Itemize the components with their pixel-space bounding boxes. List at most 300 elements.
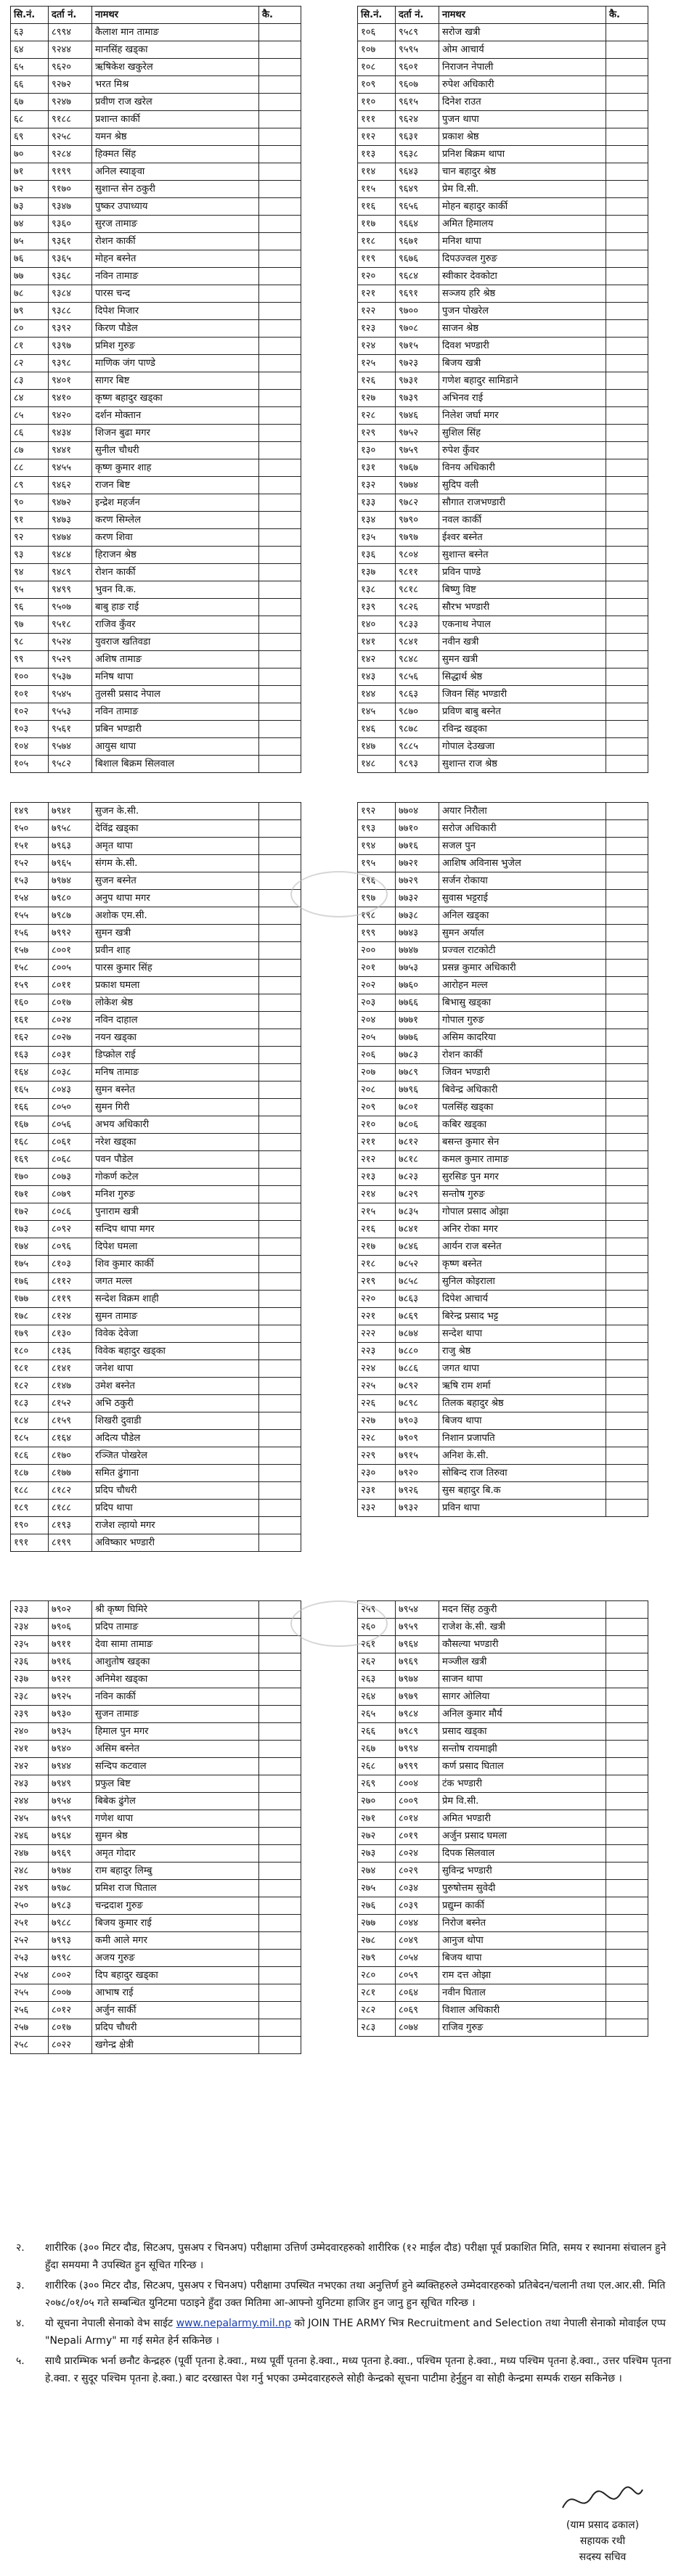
name-cell: सन्तोष गुरुङ xyxy=(439,1186,606,1203)
serial-cell: ११५ xyxy=(358,181,396,198)
roll-cell: ८०२२ xyxy=(49,2037,92,2054)
header-roll: दर्ता नं. xyxy=(49,7,92,24)
roll-cell: ७९६९ xyxy=(49,1845,92,1863)
name-cell: प्रफुल बिष्ट xyxy=(92,1775,259,1793)
roll-cell: ९३४७ xyxy=(49,198,92,216)
remarks-cell xyxy=(259,512,301,529)
serial-cell: ९४ xyxy=(11,564,49,581)
remarks-cell xyxy=(606,1688,648,1706)
table-row xyxy=(358,407,648,425)
remarks-cell xyxy=(259,2019,301,2037)
remarks-cell xyxy=(606,616,648,634)
serial-cell: ९३ xyxy=(11,547,49,564)
serial-cell: ८३ xyxy=(11,372,49,390)
serial-cell: १२१ xyxy=(358,285,396,303)
name-cell: निशान प्रजापति xyxy=(439,1430,606,1447)
roll-cell: ७७२९ xyxy=(396,872,439,890)
roll-cell: ७९८३ xyxy=(49,1897,92,1915)
remarks-cell xyxy=(259,564,301,581)
roll-cell: ९६१५ xyxy=(396,94,439,111)
serial-cell: २७९ xyxy=(358,1950,396,1967)
table-row xyxy=(358,1915,648,1932)
serial-cell: १९२ xyxy=(358,803,396,820)
table-row xyxy=(11,942,301,960)
name-cell: विवेक बहादुर खड्का xyxy=(92,1343,259,1360)
remarks-cell xyxy=(259,268,301,285)
name-cell: निलेश जर्घा मगर xyxy=(439,407,606,425)
remarks-cell xyxy=(259,1360,301,1378)
remarks-cell xyxy=(259,1706,301,1723)
name-cell: किरण पौडेल xyxy=(92,320,259,338)
table-row xyxy=(11,1029,301,1047)
name-cell: शिखरी दुवाडी xyxy=(92,1412,259,1430)
table-row xyxy=(11,686,301,703)
table-row xyxy=(358,651,648,668)
roll-cell: ८१३० xyxy=(49,1325,92,1343)
name-cell: अजय गुरुङ xyxy=(92,1950,259,1967)
table-row xyxy=(11,1845,301,1863)
remarks-cell xyxy=(259,1950,301,1967)
serial-cell: १४६ xyxy=(358,721,396,738)
note-4 xyxy=(16,2315,681,2350)
table-row xyxy=(358,1967,648,1984)
name-cell: सोबिन्द राज तिरुवा xyxy=(439,1465,606,1482)
serial-cell: २६८ xyxy=(358,1758,396,1775)
signatory-name: (याम प्रसाद ढकाल) xyxy=(566,2519,640,2531)
name-cell: सुमन खत्री xyxy=(92,925,259,942)
roll-cell: ९१८८ xyxy=(49,111,92,128)
name-cell: मनिश गुरुङ xyxy=(92,1186,259,1203)
roll-cell: ९७४६ xyxy=(396,407,439,425)
name-cell: सरोज अधिकारी xyxy=(439,820,606,838)
table-row xyxy=(11,268,301,285)
roll-cell: ७८१२ xyxy=(396,1134,439,1151)
serial-cell: ११९ xyxy=(358,250,396,268)
serial-cell: १७७ xyxy=(11,1291,49,1308)
serial-cell: २७५ xyxy=(358,1880,396,1897)
roll-cell: ७९५४ xyxy=(49,1793,92,1810)
remarks-cell xyxy=(259,1238,301,1256)
name-cell: ईश्वर बस्नेत xyxy=(439,529,606,547)
remarks-cell xyxy=(606,1775,648,1793)
remarks-cell xyxy=(259,2002,301,2019)
name-cell: डिप्क्रोल राई xyxy=(92,1047,259,1064)
table-row xyxy=(358,128,648,146)
serial-cell: २५४ xyxy=(11,1967,49,1984)
serial-cell: २१३ xyxy=(358,1169,396,1186)
name-cell: नवीन खत्री xyxy=(439,634,606,651)
roll-cell: ८१५९ xyxy=(49,1412,92,1430)
name-cell: मञ्जील खत्री xyxy=(439,1653,606,1671)
roll-cell: ९५५३ xyxy=(49,703,92,721)
table-row xyxy=(358,372,648,390)
name-cell: बिजय थापा xyxy=(439,1412,606,1430)
remarks-cell xyxy=(606,94,648,111)
table-row xyxy=(11,59,301,76)
remarks-cell xyxy=(259,686,301,703)
roll-cell: ९८०४ xyxy=(396,547,439,564)
roll-cell: ८१९९ xyxy=(49,1534,92,1552)
serial-cell: २६० xyxy=(358,1619,396,1636)
remarks-cell xyxy=(606,1845,648,1863)
serial-cell: १५३ xyxy=(11,872,49,890)
serial-cell: १२० xyxy=(358,268,396,285)
table-row xyxy=(358,1500,648,1517)
table-row xyxy=(11,338,301,355)
roll-cell: ९७२३ xyxy=(396,355,439,372)
table-row xyxy=(11,285,301,303)
serial-cell: २१९ xyxy=(358,1273,396,1291)
remarks-cell xyxy=(259,599,301,616)
name-cell: अमित भण्डारी xyxy=(439,1810,606,1828)
serial-cell: ७४ xyxy=(11,216,49,233)
name-cell: पुष्कर उपाध्याय xyxy=(92,198,259,216)
name-cell: राजु श्रेष्ठ xyxy=(439,1343,606,1360)
remarks-cell xyxy=(606,960,648,977)
serial-cell: ६७ xyxy=(11,94,49,111)
table-row xyxy=(11,198,301,216)
remarks-cell xyxy=(606,1099,648,1116)
serial-cell: २४० xyxy=(11,1723,49,1741)
name-cell: पुजन थापा xyxy=(439,111,606,128)
name-cell: अभि ठकुरी xyxy=(92,1395,259,1412)
table-row xyxy=(358,686,648,703)
roll-cell: ९८७० xyxy=(396,703,439,721)
serial-cell: १८५ xyxy=(11,1430,49,1447)
remarks-cell xyxy=(606,1203,648,1221)
table-row xyxy=(358,338,648,355)
serial-cell: १५७ xyxy=(11,942,49,960)
table-row xyxy=(358,285,648,303)
serial-cell: १९० xyxy=(11,1517,49,1534)
remarks-cell xyxy=(259,977,301,994)
name-cell: तिलक बहादुर श्रेष्ठ xyxy=(439,1395,606,1412)
header-roll: दर्ता नं. xyxy=(396,7,439,24)
roll-cell: ९७५९ xyxy=(396,442,439,459)
roll-cell: ७७८९ xyxy=(396,1064,439,1081)
roll-cell: ८१४१ xyxy=(49,1360,92,1378)
name-cell: ओम आचार्य xyxy=(439,41,606,59)
serial-cell: १८९ xyxy=(11,1500,49,1517)
roll-cell: ७९६४ xyxy=(396,1636,439,1653)
serial-cell: १७८ xyxy=(11,1308,49,1325)
name-cell: मनिष थापा xyxy=(92,668,259,686)
remarks-cell xyxy=(606,838,648,855)
table-row xyxy=(11,1186,301,1203)
name-cell: कृष्ण कुमार शाह xyxy=(92,459,259,477)
name-cell: बसन्त कुमार सेन xyxy=(439,1134,606,1151)
name-cell: दिपक सिलवाल xyxy=(439,1845,606,1863)
table-row xyxy=(358,1863,648,1880)
name-cell: पलसिंह खड्का xyxy=(439,1099,606,1116)
roll-cell: ७८६९ xyxy=(396,1308,439,1325)
roll-cell: ८१४७ xyxy=(49,1378,92,1395)
roll-cell: ७७८३ xyxy=(396,1047,439,1064)
serial-cell: १०७ xyxy=(358,41,396,59)
serial-cell: २६६ xyxy=(358,1723,396,1741)
remarks-cell xyxy=(606,803,648,820)
roll-cell: ७७४७ xyxy=(396,942,439,960)
serial-cell: २४२ xyxy=(11,1758,49,1775)
name-cell: माणिक जंग पाण्डे xyxy=(92,355,259,372)
remarks-cell xyxy=(606,459,648,477)
website-link[interactable]: www.nepalarmy.mil.np xyxy=(176,2318,292,2329)
roll-cell: ९७६७ xyxy=(396,459,439,477)
remarks-cell xyxy=(606,477,648,494)
serial-cell: १८३ xyxy=(11,1395,49,1412)
name-cell: जगत मल्ल xyxy=(92,1273,259,1291)
name-cell: रुपेश कुँवर xyxy=(439,442,606,459)
roll-cell: ७९०६ xyxy=(49,1619,92,1636)
roll-cell: ७९३२ xyxy=(396,1500,439,1517)
serial-cell: ११८ xyxy=(358,233,396,250)
remarks-cell xyxy=(259,960,301,977)
table-row xyxy=(11,1810,301,1828)
table-row xyxy=(11,1915,301,1932)
serial-cell: १४३ xyxy=(358,668,396,686)
table-row xyxy=(11,977,301,994)
serial-cell: ७३ xyxy=(11,198,49,216)
serial-cell: २७४ xyxy=(358,1863,396,1880)
roll-cell: ८१६४ xyxy=(49,1430,92,1447)
remarks-cell xyxy=(606,425,648,442)
table-row xyxy=(11,1932,301,1950)
roll-cell: ७९०३ xyxy=(396,1412,439,1430)
name-cell: अभय अधिकारी xyxy=(92,1116,259,1134)
remarks-cell xyxy=(606,1430,648,1447)
serial-cell: २११ xyxy=(358,1134,396,1151)
remarks-cell xyxy=(259,1395,301,1412)
table-row xyxy=(11,1775,301,1793)
roll-cell: ९७७४ xyxy=(396,477,439,494)
serial-cell: २१० xyxy=(358,1116,396,1134)
name-cell: युवराज खतिवडा xyxy=(92,634,259,651)
roll-cell: ९६२० xyxy=(49,59,92,76)
roll-cell: ७९७९ xyxy=(396,1688,439,1706)
serial-cell: २०१ xyxy=(358,960,396,977)
name-cell: कर्ण प्रसाद घिताल xyxy=(439,1758,606,1775)
serial-cell: १८८ xyxy=(11,1482,49,1500)
roll-cell: ९४१० xyxy=(49,390,92,407)
table-row xyxy=(358,2019,648,2037)
remarks-cell xyxy=(606,1256,648,1273)
roll-cell: ९४०१ xyxy=(49,372,92,390)
remarks-cell xyxy=(259,651,301,668)
table-row xyxy=(358,1081,648,1099)
serial-cell: २७३ xyxy=(358,1845,396,1863)
table-row xyxy=(11,872,301,890)
name-cell: इन्द्रेश महर्जन xyxy=(92,494,259,512)
table-row xyxy=(358,1828,648,1845)
table-row xyxy=(358,756,648,773)
remarks-cell xyxy=(259,1775,301,1793)
serial-cell: १९१ xyxy=(11,1534,49,1552)
name-cell: जिवन भण्डारी xyxy=(439,1064,606,1081)
note-number: ३. xyxy=(16,2280,25,2291)
table-row xyxy=(11,1047,301,1064)
serial-cell: २६५ xyxy=(358,1706,396,1723)
serial-cell: ९६ xyxy=(11,599,49,616)
roll-cell: ९८३३ xyxy=(396,616,439,634)
note-text xyxy=(45,2315,681,2350)
remarks-cell xyxy=(259,1723,301,1741)
table-row xyxy=(358,216,648,233)
serial-cell: २६२ xyxy=(358,1653,396,1671)
note-number: २. xyxy=(16,2242,25,2254)
name-cell: सुमन खत्री xyxy=(439,651,606,668)
table-row xyxy=(11,1758,301,1775)
name-cell: प्रेम वि.सी. xyxy=(439,1793,606,1810)
table-row xyxy=(358,925,648,942)
table-row xyxy=(11,1741,301,1758)
serial-cell: २०७ xyxy=(358,1064,396,1081)
roll-cell: ९४८४ xyxy=(49,547,92,564)
roll-cell: ९३६० xyxy=(49,216,92,233)
serial-cell: २५० xyxy=(11,1897,49,1915)
serial-cell: २२५ xyxy=(358,1378,396,1395)
name-cell: सन्तोष रायमाझी xyxy=(439,1741,606,1758)
remarks-cell xyxy=(259,1534,301,1552)
name-cell: सरोज खत्री xyxy=(439,24,606,41)
name-cell: प्रद्युम्न कार्की xyxy=(439,1897,606,1915)
roll-cell: ८००७ xyxy=(49,1984,92,2002)
roll-cell: ८१०३ xyxy=(49,1256,92,1273)
name-cell: शिव कुमार कार्की xyxy=(92,1256,259,1273)
table-row xyxy=(358,634,648,651)
table-row xyxy=(358,1238,648,1256)
serial-cell: २५१ xyxy=(11,1915,49,1932)
name-cell: मानसिंह खड्का xyxy=(92,41,259,59)
name-cell: गोपाल देउखजा xyxy=(439,738,606,756)
roll-cell: ९७५२ xyxy=(396,425,439,442)
remarks-cell xyxy=(259,1810,301,1828)
table-row xyxy=(358,907,648,925)
serial-cell: १२५ xyxy=(358,355,396,372)
remarks-cell xyxy=(606,128,648,146)
serial-cell: ९२ xyxy=(11,529,49,547)
serial-cell: ८४ xyxy=(11,390,49,407)
roll-cell: ८००२ xyxy=(49,1967,92,1984)
serial-cell: २५६ xyxy=(11,2002,49,2019)
serial-cell: १२३ xyxy=(358,320,396,338)
name-cell: अदित्य पौडेल xyxy=(92,1430,259,1447)
serial-cell: १७३ xyxy=(11,1221,49,1238)
serial-cell: १६७ xyxy=(11,1116,49,1134)
roll-cell: ८१२४ xyxy=(49,1308,92,1325)
serial-cell: १८० xyxy=(11,1343,49,1360)
roll-cell: ८०६८ xyxy=(49,1151,92,1169)
table-row xyxy=(358,1723,648,1741)
table-row xyxy=(358,1601,648,1619)
serial-cell: ८६ xyxy=(11,425,49,442)
roll-cell: ७७१६ xyxy=(396,838,439,855)
name-cell: जिवन सिंह भण्डारी xyxy=(439,686,606,703)
table-row xyxy=(11,320,301,338)
roll-cell: ७७५३ xyxy=(396,960,439,977)
table-row xyxy=(11,216,301,233)
serial-cell: १४२ xyxy=(358,651,396,668)
roll-table xyxy=(357,6,648,773)
table-row xyxy=(11,1653,301,1671)
name-cell: अयार निरौला xyxy=(439,803,606,820)
remarks-cell xyxy=(606,198,648,216)
name-cell: असिम कादरिया xyxy=(439,1029,606,1047)
table-row xyxy=(358,94,648,111)
serial-cell: १४५ xyxy=(358,703,396,721)
name-cell: नविन तामाङ xyxy=(92,703,259,721)
roll-cell: ९६८४ xyxy=(396,268,439,285)
roll-cell: ७९२५ xyxy=(49,1688,92,1706)
note-number: ४. xyxy=(16,2318,25,2329)
remarks-cell xyxy=(606,942,648,960)
table-row xyxy=(358,668,648,686)
name-cell: खगेन्द्र क्षेत्री xyxy=(92,2037,259,2054)
table-row xyxy=(358,738,648,756)
roll-cell: ८०६४ xyxy=(396,1984,439,2002)
name-cell: अनुप थापा मगर xyxy=(92,890,259,907)
table-row xyxy=(11,2002,301,2019)
name-cell: अनिल खड्का xyxy=(439,907,606,925)
name-cell: प्रदिप तामाङ xyxy=(92,1619,259,1636)
table-row xyxy=(11,1447,301,1465)
serial-cell: २७८ xyxy=(358,1932,396,1950)
roll-cell: ९४४१ xyxy=(49,442,92,459)
name-cell: सुनिल कोइराला xyxy=(439,1273,606,1291)
roll-cell: ७९२१ xyxy=(49,1671,92,1688)
remarks-cell xyxy=(606,1984,648,2002)
name-cell: दिप बहादुर खड्का xyxy=(92,1967,259,1984)
name-cell: प्रबिन भण्डारी xyxy=(92,721,259,738)
name-cell: प्रकाश श्रेष्ठ xyxy=(439,128,606,146)
table-row xyxy=(11,1601,301,1619)
roll-cell: ९५७४ xyxy=(49,738,92,756)
serial-cell: १२७ xyxy=(358,390,396,407)
remarks-cell xyxy=(259,1636,301,1653)
serial-cell: १५९ xyxy=(11,977,49,994)
remarks-cell xyxy=(259,425,301,442)
serial-cell: २३५ xyxy=(11,1636,49,1653)
remarks-cell xyxy=(259,1447,301,1465)
remarks-cell xyxy=(606,338,648,355)
name-cell: आशुतोष खड्का xyxy=(92,1653,259,1671)
serial-cell: १३६ xyxy=(358,547,396,564)
roll-cell: ७७६६ xyxy=(396,994,439,1012)
serial-cell: ८७ xyxy=(11,442,49,459)
roll-cell: ९६४९ xyxy=(396,181,439,198)
roll-cell: ९७०८ xyxy=(396,320,439,338)
serial-cell: १३३ xyxy=(358,494,396,512)
name-cell: गोपाल प्रसाद ओझा xyxy=(439,1203,606,1221)
table-row xyxy=(358,1273,648,1291)
remarks-cell xyxy=(259,1688,301,1706)
remarks-cell xyxy=(606,1064,648,1081)
serial-cell: २५८ xyxy=(11,2037,49,2054)
serial-cell: १०४ xyxy=(11,738,49,756)
remarks-cell xyxy=(606,1758,648,1775)
name-cell: प्रमिश गुरुङ xyxy=(92,338,259,355)
table-row xyxy=(11,1828,301,1845)
remarks-cell xyxy=(606,59,648,76)
serial-cell: २२० xyxy=(358,1291,396,1308)
table-row xyxy=(11,1723,301,1741)
remarks-cell xyxy=(259,1047,301,1064)
serial-cell: ७० xyxy=(11,146,49,163)
remarks-cell xyxy=(259,616,301,634)
name-cell: साजन थापा xyxy=(439,1671,606,1688)
roll-cell: ८०९२ xyxy=(49,1221,92,1238)
roll-cell: ७९४१ xyxy=(49,803,92,820)
table-row xyxy=(11,1863,301,1880)
